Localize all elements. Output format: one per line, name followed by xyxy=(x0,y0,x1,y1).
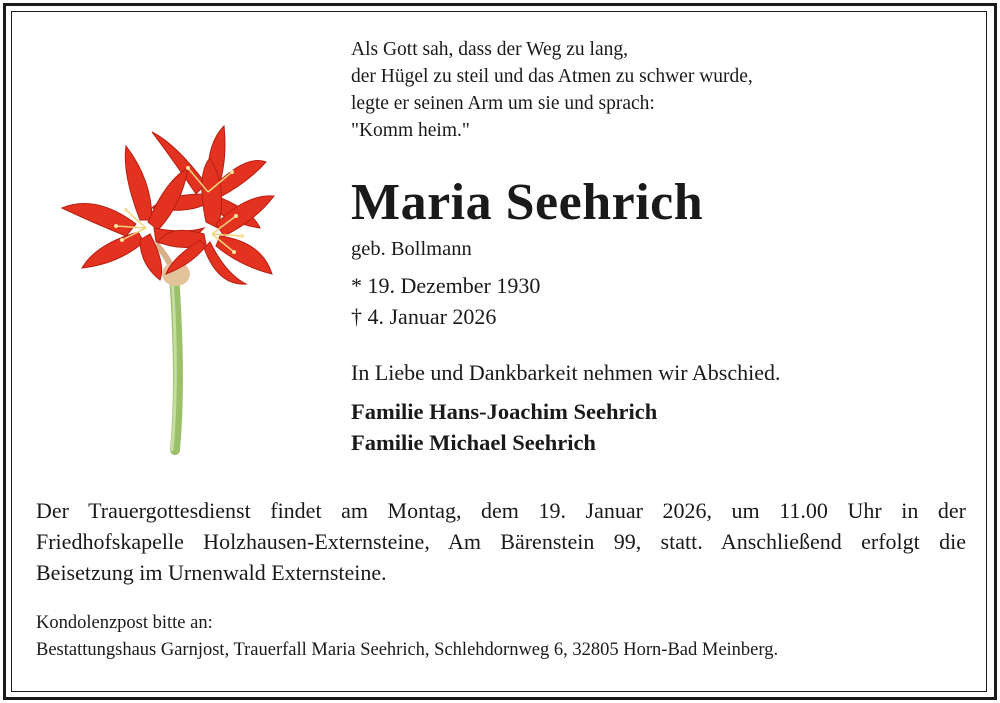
service-line: Friedhofskapelle Holzhausen-Externsteine, Am Bärenstein 99, statt. Anschließend erfolgt die xyxy=(36,529,966,554)
death-date: † 4. Januar 2026 xyxy=(351,304,497,329)
service-line: Beisetzung im Urnenwald Externsteine. xyxy=(36,560,387,585)
maiden-name: geb. Bollmann xyxy=(351,238,472,260)
amaryllis-flower-image xyxy=(56,124,280,456)
poem-line: "Komm heim." xyxy=(351,120,470,141)
family-name: Familie Michael Seehrich xyxy=(351,430,596,455)
condolence-address: Bestattungshaus Garnjost, Trauerfall Maria Seehrich, Schlehdornweg 6, 32805 Horn-Bad Meinberg. xyxy=(36,640,779,660)
service-info xyxy=(36,495,966,588)
condolence-info xyxy=(36,610,778,664)
family-name: Familie Hans-Joachim Seehrich xyxy=(351,399,658,424)
families xyxy=(351,396,657,458)
birth-date: * 19. Dezember 1930 xyxy=(351,273,541,298)
farewell-text: In Liebe und Dankbarkeit nehmen wir Abschied. xyxy=(351,360,781,385)
service-line: Der Trauergottesdienst findet am Montag, dem 19. Januar 2026, um 11.00 Uhr in der xyxy=(36,498,966,523)
poem-line: der Hügel zu steil und das Atmen zu schwer wurde, xyxy=(351,66,753,87)
poem-line: legte er seinen Arm um sie und sprach: xyxy=(351,93,655,114)
poem xyxy=(351,36,753,144)
deceased-name: Maria Seehrich xyxy=(351,174,704,231)
condolence-heading: Kondolenzpost bitte an: xyxy=(36,613,213,633)
poem-line: Als Gott sah, dass der Weg zu lang, xyxy=(351,39,628,60)
